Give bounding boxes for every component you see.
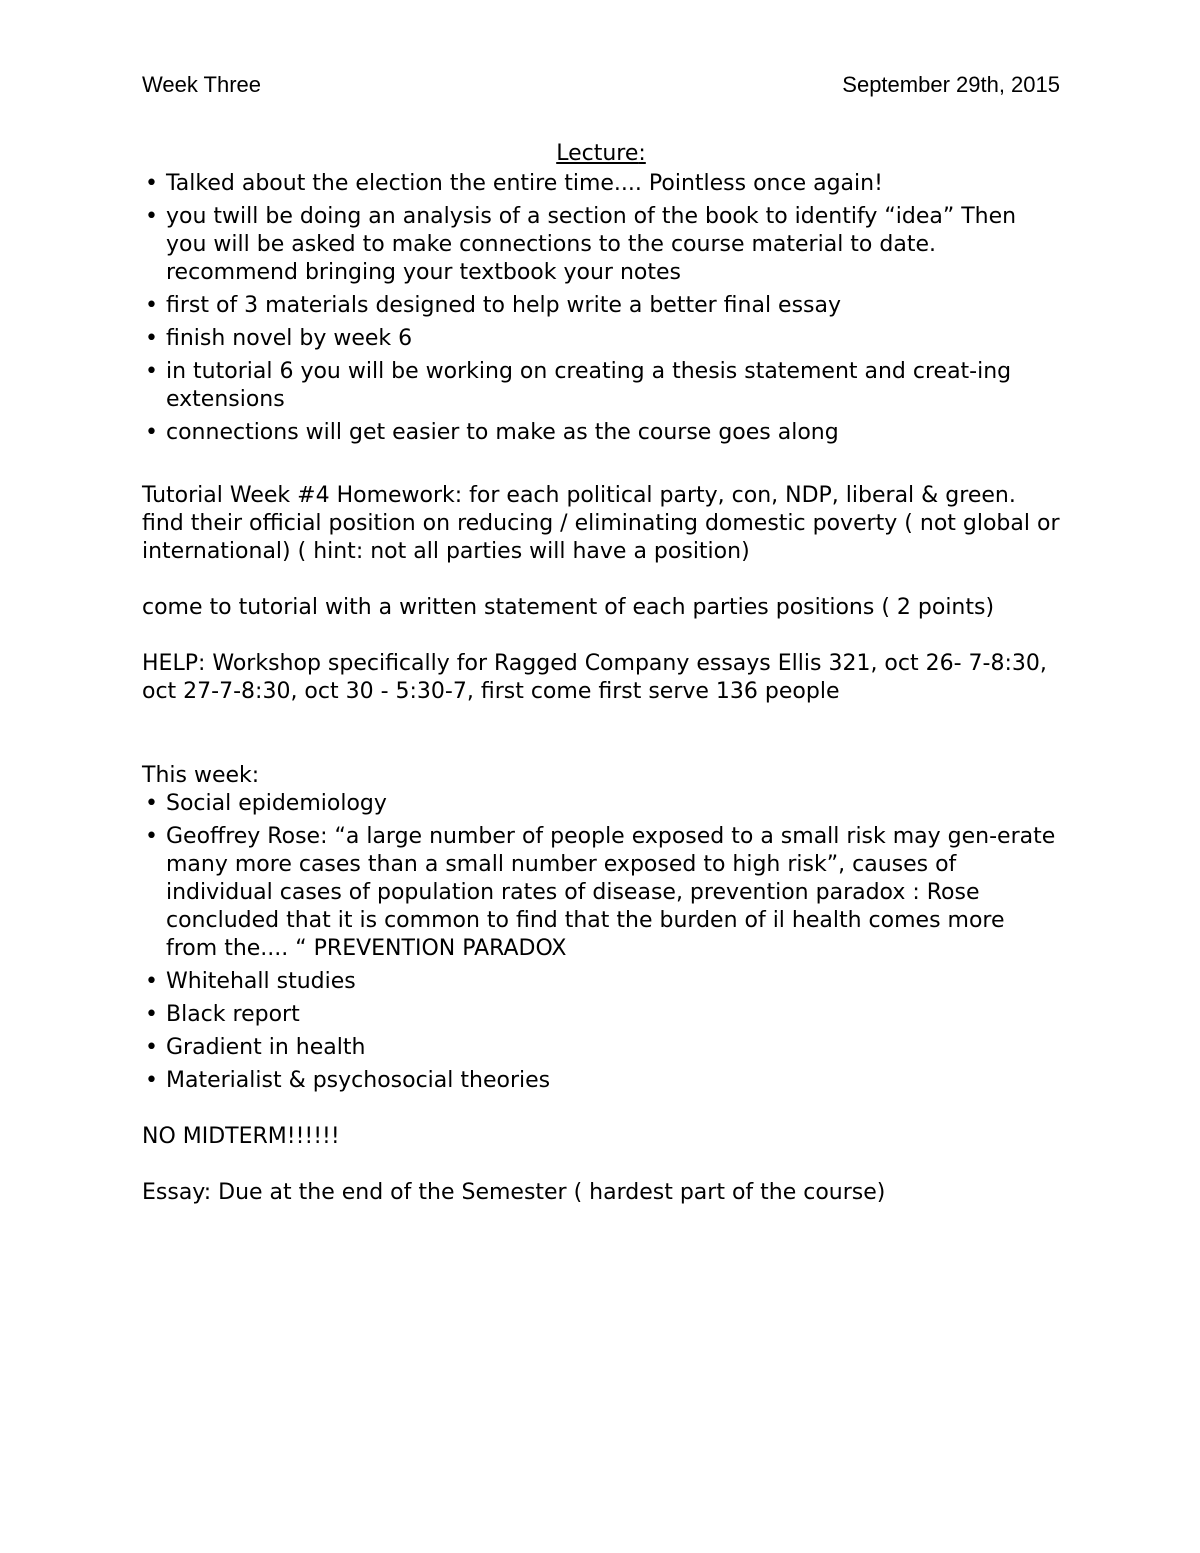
document-body — [142, 140, 1060, 1207]
essay-note: Essay: Due at the end of the Semester ( hardest part of the course) — [142, 1180, 886, 1205]
bullet-text: finish novel by week 6 — [166, 326, 413, 351]
homework-paragraph: Tutorial Week #4 Homework: for each political party, con, NDP, liberal & green. find their official position on reducing / eliminating domestic poverty ( not global or international) ( hint: not all parties will have a position) — [142, 483, 1060, 564]
bullet-text: you twill be doing an analysis of a section of the book to identify “idea” Then you will be asked to make connections to the course material to date. recommend bringing your textbook your notes — [166, 204, 1017, 285]
week-label: Week Three — [142, 72, 262, 97]
this-week-heading: This week: — [142, 763, 260, 788]
bullet-text: Whitehall studies — [166, 969, 356, 994]
list-item — [142, 292, 1060, 320]
bullet-icon: • — [145, 420, 158, 445]
bullet-icon: • — [145, 359, 158, 384]
bullet-icon: • — [145, 326, 158, 351]
bullet-text: Social epidemiology — [166, 791, 387, 816]
bullet-icon: • — [145, 1035, 158, 1060]
lecture-bullet-list — [142, 170, 1060, 447]
list-item — [142, 325, 1060, 353]
bullet-text: connections will get easier to make as the course goes along — [166, 420, 839, 445]
lecture-title: Lecture — [556, 141, 639, 166]
list-item — [142, 1001, 1060, 1029]
bullet-icon: • — [145, 1068, 158, 1093]
bullet-text: Geoffrey Rose: “a large number of people exposed to a small risk may gen-erate many more cases than a small number exposed to high risk”, causes of individual cases of population rates of disease, prevention paradox : Rose concluded that it is common to find that the burden of il health comes more from the.... “ PREVENTION PARADOX — [166, 824, 1056, 961]
bullet-text: Gradient in health — [166, 1035, 366, 1060]
list-item — [142, 823, 1060, 963]
bullet-icon: • — [145, 969, 158, 994]
list-item — [142, 1067, 1060, 1095]
bullet-icon: • — [145, 791, 158, 816]
lecture-title-colon: : — [638, 141, 646, 166]
list-item — [142, 203, 1060, 287]
bullet-icon: • — [145, 204, 158, 229]
no-midterm-note: NO MIDTERM!!!!!! — [142, 1124, 340, 1149]
date-label: September 29th, 2015 — [842, 72, 1060, 97]
lecture-heading — [142, 140, 1060, 170]
list-item — [142, 170, 1060, 198]
bullet-icon: • — [145, 293, 158, 318]
list-item — [142, 790, 1060, 818]
this-week-bullet-list — [142, 790, 1060, 1095]
bullet-text: Talked about the election the entire time.... Pointless once again! — [166, 171, 883, 196]
bullet-icon: • — [145, 824, 158, 849]
list-item — [142, 419, 1060, 447]
page-header — [142, 72, 1060, 100]
list-item — [142, 358, 1060, 414]
bullet-icon: • — [145, 171, 158, 196]
list-item — [142, 968, 1060, 996]
help-workshop-paragraph: HELP: Workshop specifically for Ragged Company essays Ellis 321, oct 26- 7-8:30, oct 27-7-8:30, oct 30 - 5:30-7, first come first serve 136 people — [142, 651, 1047, 704]
bullet-text: in tutorial 6 you will be working on creating a thesis statement and creat-ing extensions — [166, 359, 1012, 412]
list-item — [142, 1034, 1060, 1062]
bullet-text: first of 3 materials designed to help write a better final essay — [166, 293, 842, 318]
bullet-text: Materialist & psychosocial theories — [166, 1068, 551, 1093]
bullet-icon: • — [145, 1002, 158, 1027]
tutorial-statement-paragraph: come to tutorial with a written statement of each parties positions ( 2 points) — [142, 595, 995, 620]
bullet-text: Black report — [166, 1002, 300, 1027]
